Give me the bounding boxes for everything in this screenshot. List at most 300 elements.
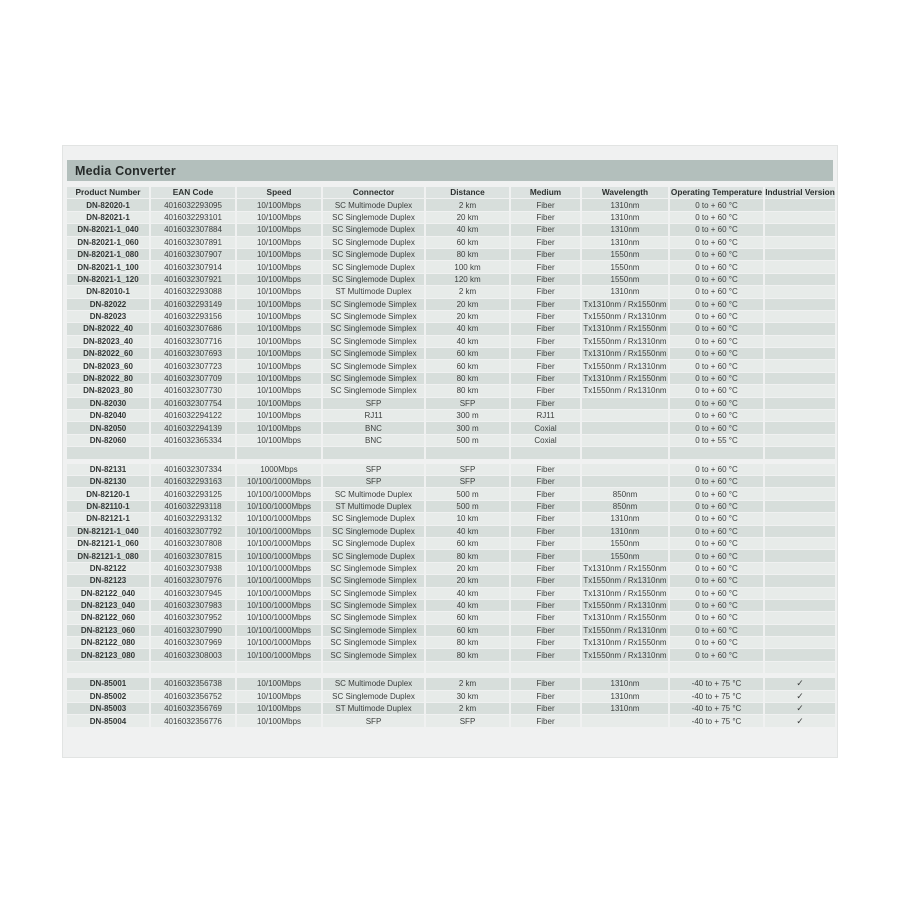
table-cell xyxy=(582,435,668,446)
table-row xyxy=(67,600,835,611)
table-cell: 4016032307976 xyxy=(151,575,235,586)
table-cell: 2 km xyxy=(426,199,509,210)
table-cell: 4016032307952 xyxy=(151,612,235,623)
table-cell: SC Singlemode Duplex xyxy=(323,538,424,549)
table-cell: SFP xyxy=(426,476,509,487)
column-header: EAN Code xyxy=(151,187,235,198)
table-cell: 0 to + 60 °C xyxy=(670,550,763,561)
table-cell: SC Singlemode Simplex xyxy=(323,311,424,322)
column-header: Operating Temperature xyxy=(670,187,763,198)
table-cell: SC Singlemode Duplex xyxy=(323,513,424,524)
table-cell: 10/100/1000Mbps xyxy=(237,588,321,599)
table-cell: 0 to + 60 °C xyxy=(670,274,763,285)
column-header: Speed xyxy=(237,187,321,198)
table-cell: 10/100Mbps xyxy=(237,691,321,702)
table-cell xyxy=(765,249,835,260)
table-cell: 10/100Mbps xyxy=(237,373,321,384)
table-cell: SFP xyxy=(323,398,424,409)
table-cell: 1310nm xyxy=(582,199,668,210)
table-cell: DN-82122_040 xyxy=(67,588,149,599)
table-cell: 0 to + 60 °C xyxy=(670,476,763,487)
table-cell: DN-82022_80 xyxy=(67,373,149,384)
table-row xyxy=(67,703,835,714)
table-cell: 10/100Mbps xyxy=(237,261,321,272)
table-cell xyxy=(582,715,668,726)
table-cell: 60 km xyxy=(426,348,509,359)
table-cell: SC Singlemode Duplex xyxy=(323,550,424,561)
table-cell: DN-82123_060 xyxy=(67,625,149,636)
table-cell: SFP xyxy=(323,476,424,487)
table-cell: DN-82122_060 xyxy=(67,612,149,623)
table-cell: 80 km xyxy=(426,550,509,561)
table-row xyxy=(67,476,835,487)
table-cell: DN-82010-1 xyxy=(67,286,149,297)
table-cell: Fiber xyxy=(511,476,580,487)
table-cell: SFP xyxy=(323,715,424,726)
table-row xyxy=(67,199,835,210)
table-cell xyxy=(765,360,835,371)
table-cell: DN-82121-1_080 xyxy=(67,550,149,561)
table-row xyxy=(67,637,835,648)
table-cell xyxy=(582,662,668,673)
table-cell: 2 km xyxy=(426,678,509,689)
table-cell: SC Singlemode Simplex xyxy=(323,373,424,384)
table-cell xyxy=(582,422,668,433)
table-cell: 1310nm xyxy=(582,237,668,248)
table-row xyxy=(67,249,835,260)
table-cell: 4016032356738 xyxy=(151,678,235,689)
table-cell xyxy=(765,311,835,322)
table-cell: 0 to + 60 °C xyxy=(670,311,763,322)
table-cell: 40 km xyxy=(426,588,509,599)
table-cell: Tx1310nm / Rx1550nm xyxy=(583,324,667,334)
table-cell: Fiber xyxy=(511,348,580,359)
table-cell: 4016032307709 xyxy=(151,373,235,384)
table-cell: RJ11 xyxy=(511,410,580,421)
table-cell: DN-82023_80 xyxy=(67,385,149,396)
table-cell: 80 km xyxy=(426,249,509,260)
table-cell: 4016032293088 xyxy=(151,286,235,297)
table-cell: 10/100Mbps xyxy=(237,237,321,248)
table-cell: 10/100Mbps xyxy=(237,224,321,235)
table-cell: 0 to + 60 °C xyxy=(670,323,763,334)
table-cell xyxy=(765,488,835,499)
table-cell: 0 to + 60 °C xyxy=(670,422,763,433)
table-cell: 4016032293125 xyxy=(151,488,235,499)
table-cell: SC Singlemode Simplex xyxy=(323,563,424,574)
table-cell xyxy=(765,422,835,433)
table-cell: 0 to + 60 °C xyxy=(670,224,763,235)
table-row xyxy=(67,274,835,285)
table-cell xyxy=(765,336,835,347)
table-cell: 2 km xyxy=(426,286,509,297)
table-cell xyxy=(765,538,835,549)
table-cell xyxy=(323,447,424,458)
table-cell: 1310nm xyxy=(582,703,668,714)
table-row xyxy=(67,538,835,549)
table-cell: 10/100Mbps xyxy=(237,311,321,322)
table-cell: DN-82050 xyxy=(67,422,149,433)
table-cell: 10/100Mbps xyxy=(237,678,321,689)
table-cell: Fiber xyxy=(511,649,580,660)
table-cell: 0 to + 60 °C xyxy=(670,600,763,611)
table-cell: 10/100/1000Mbps xyxy=(237,649,321,660)
table-cell: SC Singlemode Duplex xyxy=(323,274,424,285)
table-cell: 60 km xyxy=(426,625,509,636)
table-cell: 10/100Mbps xyxy=(237,286,321,297)
table-cell xyxy=(151,662,235,673)
table-cell: Fiber xyxy=(511,538,580,549)
table-row xyxy=(67,212,835,223)
table-cell: Fiber xyxy=(511,360,580,371)
table-cell: Fiber xyxy=(511,600,580,611)
table-cell: Tx1310nm / Rx1550nm xyxy=(583,613,667,623)
table-cell xyxy=(426,662,509,673)
table-cell: Fiber xyxy=(511,286,580,297)
table-cell: 500 m xyxy=(426,435,509,446)
table-cell: 4016032356776 xyxy=(151,715,235,726)
table-cell: 0 to + 60 °C xyxy=(670,299,763,310)
table-cell: 10/100Mbps xyxy=(237,410,321,421)
table-cell: SC Singlemode Duplex xyxy=(323,249,424,260)
table-row xyxy=(67,625,835,636)
table-cell: SC Singlemode Simplex xyxy=(323,588,424,599)
table-cell: 10/100/1000Mbps xyxy=(237,637,321,648)
table-cell: Fiber xyxy=(511,336,580,347)
table-cell xyxy=(511,662,580,673)
table-cell: 0 to + 60 °C xyxy=(670,373,763,384)
table-cell: DN-82123_080 xyxy=(67,649,149,660)
table-cell: 10/100/1000Mbps xyxy=(237,575,321,586)
table-cell: SC Singlemode Simplex xyxy=(323,600,424,611)
column-header: Medium xyxy=(511,187,580,198)
table-cell: 10/100/1000Mbps xyxy=(237,538,321,549)
table-cell: SC Singlemode Simplex xyxy=(323,348,424,359)
table-cell: 1550nm xyxy=(582,249,668,260)
table-cell: 1310nm xyxy=(582,286,668,297)
table-cell: 500 m xyxy=(426,488,509,499)
table-cell: ST Multimode Duplex xyxy=(323,501,424,512)
table-row xyxy=(67,691,835,702)
table-cell: Tx1310nm / Rx1550nm xyxy=(583,374,667,384)
table-cell: 4016032307792 xyxy=(151,526,235,537)
table-cell: 10/100Mbps xyxy=(237,212,321,223)
table-cell: 0 to + 60 °C xyxy=(670,513,763,524)
column-header: Distance xyxy=(426,187,509,198)
table-cell: 0 to + 60 °C xyxy=(670,348,763,359)
table-cell: DN-82022_40 xyxy=(67,323,149,334)
title-bar xyxy=(67,160,833,181)
section-separator-row xyxy=(67,662,835,673)
table-cell xyxy=(765,435,835,446)
table-cell: 4016032307808 xyxy=(151,538,235,549)
table-row xyxy=(67,612,835,623)
check-icon: ✓ xyxy=(796,690,804,701)
table-cell xyxy=(765,612,835,623)
table-cell: 10/100/1000Mbps xyxy=(237,476,321,487)
table-cell: DN-82060 xyxy=(67,435,149,446)
table-cell: Fiber xyxy=(511,501,580,512)
table-cell: 4016032307969 xyxy=(151,637,235,648)
table-cell: Tx1550nm / Rx1310nm xyxy=(583,625,667,635)
table-cell: 10/100Mbps xyxy=(237,274,321,285)
table-cell: 10/100Mbps xyxy=(237,348,321,359)
table-cell: 850nm xyxy=(582,501,668,512)
table-cell: Fiber xyxy=(511,575,580,586)
column-header: Product Number xyxy=(67,187,149,198)
table-cell: 40 km xyxy=(426,526,509,537)
table-row xyxy=(67,237,835,248)
table-cell: Tx1550nm / Rx1310nm xyxy=(583,650,667,660)
table-cell xyxy=(511,447,580,458)
table-cell xyxy=(765,600,835,611)
table-cell xyxy=(323,662,424,673)
table-cell xyxy=(765,261,835,272)
table-cell: 40 km xyxy=(426,224,509,235)
table-row xyxy=(67,385,835,396)
table-cell: DN-82021-1_100 xyxy=(67,261,149,272)
table-cell: Fiber xyxy=(511,385,580,396)
table-cell xyxy=(582,447,668,458)
table-cell: 0 to + 60 °C xyxy=(670,637,763,648)
table-row xyxy=(67,398,835,409)
table-row xyxy=(67,488,835,499)
table-cell: Fiber xyxy=(511,550,580,561)
table-cell: 850nm xyxy=(582,488,668,499)
table-cell: 4016032308003 xyxy=(151,649,235,660)
table-cell: 4016032307990 xyxy=(151,625,235,636)
table-cell: 0 to + 60 °C xyxy=(670,526,763,537)
table-cell: 10/100Mbps xyxy=(237,715,321,726)
table-cell: 1550nm xyxy=(582,274,668,285)
table-cell: 10/100Mbps xyxy=(237,385,321,396)
table-cell: SC Singlemode Simplex xyxy=(323,385,424,396)
table-cell: Tx1550nm / Rx1310nm xyxy=(583,576,667,586)
table-row xyxy=(67,286,835,297)
table-cell: 4016032293118 xyxy=(151,501,235,512)
table-cell: 80 km xyxy=(426,649,509,660)
table-cell xyxy=(765,385,835,396)
table-cell: 4016032307983 xyxy=(151,600,235,611)
table-cell: 10/100/1000Mbps xyxy=(237,501,321,512)
table-cell: SC Singlemode Simplex xyxy=(323,612,424,623)
table-row xyxy=(67,649,835,660)
table-cell: DN-82120-1 xyxy=(67,488,149,499)
table-cell xyxy=(765,526,835,537)
table-cell: 0 to + 60 °C xyxy=(670,501,763,512)
table-cell: DN-82023 xyxy=(67,311,149,322)
table-cell: 4016032293101 xyxy=(151,212,235,223)
table-cell: 20 km xyxy=(426,563,509,574)
table-row xyxy=(67,563,835,574)
table-cell: 0 to + 60 °C xyxy=(670,212,763,223)
table-cell xyxy=(670,447,763,458)
table-cell xyxy=(765,286,835,297)
table-cell: 20 km xyxy=(426,212,509,223)
table-cell: DN-82131 xyxy=(67,464,149,475)
table-cell: Fiber xyxy=(511,625,580,636)
table-cell: 30 km xyxy=(426,691,509,702)
table-cell: 4016032307938 xyxy=(151,563,235,574)
table-cell: SC Singlemode Simplex xyxy=(323,360,424,371)
table-cell: Fiber xyxy=(511,526,580,537)
table-cell: DN-82021-1_080 xyxy=(67,249,149,260)
table-cell: Fiber xyxy=(511,261,580,272)
table-cell: 300 m xyxy=(426,422,509,433)
table-row xyxy=(67,323,835,334)
section-separator-row xyxy=(67,447,835,458)
table-cell: 4016032307716 xyxy=(151,336,235,347)
table-cell: 4016032307754 xyxy=(151,398,235,409)
table-cell: 1310nm xyxy=(582,224,668,235)
table-cell: DN-82121-1_060 xyxy=(67,538,149,549)
table-cell: 0 to + 60 °C xyxy=(670,237,763,248)
table-cell: BNC xyxy=(323,422,424,433)
table-cell xyxy=(765,447,835,458)
table-cell: Fiber xyxy=(511,464,580,475)
table-row xyxy=(67,360,835,371)
table-row xyxy=(67,678,835,689)
table-cell: DN-82021-1_120 xyxy=(67,274,149,285)
table-row xyxy=(67,435,835,446)
table-cell: Fiber xyxy=(511,513,580,524)
table-cell: 4016032294122 xyxy=(151,410,235,421)
table-cell: 60 km xyxy=(426,538,509,549)
table-cell: 4016032293163 xyxy=(151,476,235,487)
table-cell: 4016032307723 xyxy=(151,360,235,371)
check-icon: ✓ xyxy=(796,703,804,714)
table-cell xyxy=(765,237,835,248)
table-cell: Fiber xyxy=(511,715,580,726)
table-cell: 120 km xyxy=(426,274,509,285)
table-cell xyxy=(765,224,835,235)
table-cell: 1000Mbps xyxy=(237,464,321,475)
table-cell xyxy=(765,662,835,673)
table-cell xyxy=(765,637,835,648)
table-cell: SC Singlemode Duplex xyxy=(323,224,424,235)
table-cell: Fiber xyxy=(511,703,580,714)
table-cell: Fiber xyxy=(511,299,580,310)
table-cell: Tx1310nm / Rx1550nm xyxy=(583,299,667,309)
table-cell xyxy=(582,410,668,421)
table-cell: 0 to + 60 °C xyxy=(670,649,763,660)
table-cell: 2 km xyxy=(426,703,509,714)
table-cell: 60 km xyxy=(426,360,509,371)
table-cell: SC Singlemode Simplex xyxy=(323,575,424,586)
table-cell: -40 to + 75 °C xyxy=(670,715,763,726)
table-row xyxy=(67,336,835,347)
table-cell: 4016032307907 xyxy=(151,249,235,260)
table-cell: DN-82021-1_040 xyxy=(67,224,149,235)
table-cell: 4016032307815 xyxy=(151,550,235,561)
table-cell: 4016032365334 xyxy=(151,435,235,446)
table-cell: 4016032293132 xyxy=(151,513,235,524)
table-cell: DN-85002 xyxy=(67,691,149,702)
table-cell: 4016032307945 xyxy=(151,588,235,599)
table-cell: ST Multimode Duplex xyxy=(323,703,424,714)
check-icon: ✓ xyxy=(796,715,804,726)
table-cell: 4016032293156 xyxy=(151,311,235,322)
table-cell: -40 to + 75 °C xyxy=(670,691,763,702)
table-cell: Fiber xyxy=(511,224,580,235)
column-header: Wavelength xyxy=(582,187,668,198)
table-cell: Tx1310nm / Rx1550nm xyxy=(583,349,667,359)
table-cell: 100 km xyxy=(426,261,509,272)
table-cell: 0 to + 60 °C xyxy=(670,261,763,272)
column-header: Industrial Version xyxy=(765,187,835,198)
table-cell: 4016032356752 xyxy=(151,691,235,702)
table-cell: 4016032307334 xyxy=(151,464,235,475)
table-cell: DN-82022_60 xyxy=(67,348,149,359)
table-cell: 0 to + 60 °C xyxy=(670,199,763,210)
media-converter-table xyxy=(67,187,835,727)
table-cell: SFP xyxy=(323,464,424,475)
table-cell: Fiber xyxy=(511,311,580,322)
table-cell: SC Singlemode Duplex xyxy=(323,212,424,223)
table-cell: BNC xyxy=(323,435,424,446)
table-cell xyxy=(765,348,835,359)
table-cell: 10/100Mbps xyxy=(237,360,321,371)
table-cell xyxy=(765,575,835,586)
table-cell: 40 km xyxy=(426,336,509,347)
table-cell: Coxial xyxy=(511,422,580,433)
table-cell: 1550nm xyxy=(582,261,668,272)
table-cell xyxy=(67,662,149,673)
table-cell: Tx1310nm / Rx1550nm xyxy=(583,638,667,648)
table-cell: 4016032307730 xyxy=(151,385,235,396)
table-cell xyxy=(765,513,835,524)
table-cell: 0 to + 60 °C xyxy=(670,588,763,599)
table-cell: Fiber xyxy=(511,691,580,702)
table-cell xyxy=(765,212,835,223)
table-cell xyxy=(765,398,835,409)
table-row xyxy=(67,464,835,475)
table-cell: Fiber xyxy=(511,563,580,574)
table-cell: 4016032307693 xyxy=(151,348,235,359)
table-row xyxy=(67,311,835,322)
table-cell: Tx1550nm / Rx1310nm xyxy=(583,601,667,611)
table-cell: 20 km xyxy=(426,299,509,310)
table-cell: 0 to + 55 °C xyxy=(670,435,763,446)
table-cell: 0 to + 60 °C xyxy=(670,398,763,409)
table-cell: Fiber xyxy=(511,199,580,210)
table-cell: SC Singlemode Simplex xyxy=(323,299,424,310)
table-cell: 10 km xyxy=(426,513,509,524)
table-cell: 40 km xyxy=(426,600,509,611)
table-cell: SFP xyxy=(426,715,509,726)
table-cell: DN-82021-1 xyxy=(67,212,149,223)
table-cell: 80 km xyxy=(426,637,509,648)
table-cell: Fiber xyxy=(511,637,580,648)
table-cell: SFP xyxy=(426,464,509,475)
table-cell: 0 to + 60 °C xyxy=(670,336,763,347)
table-cell: DN-82110-1 xyxy=(67,501,149,512)
table-cell: Fiber xyxy=(511,274,580,285)
table-cell xyxy=(765,678,835,689)
table-cell: 4016032307921 xyxy=(151,274,235,285)
table-cell: 0 to + 60 °C xyxy=(670,563,763,574)
table-row xyxy=(67,550,835,561)
table-cell: SC Singlemode Simplex xyxy=(323,625,424,636)
table-row xyxy=(67,588,835,599)
table-cell xyxy=(765,649,835,660)
table-cell: 4016032294139 xyxy=(151,422,235,433)
table-cell: DN-82023_40 xyxy=(67,336,149,347)
table-cell: 10/100/1000Mbps xyxy=(237,488,321,499)
table-cell: 60 km xyxy=(426,237,509,248)
table-cell: SC Singlemode Simplex xyxy=(323,336,424,347)
table-cell: SC Multimode Duplex xyxy=(323,678,424,689)
